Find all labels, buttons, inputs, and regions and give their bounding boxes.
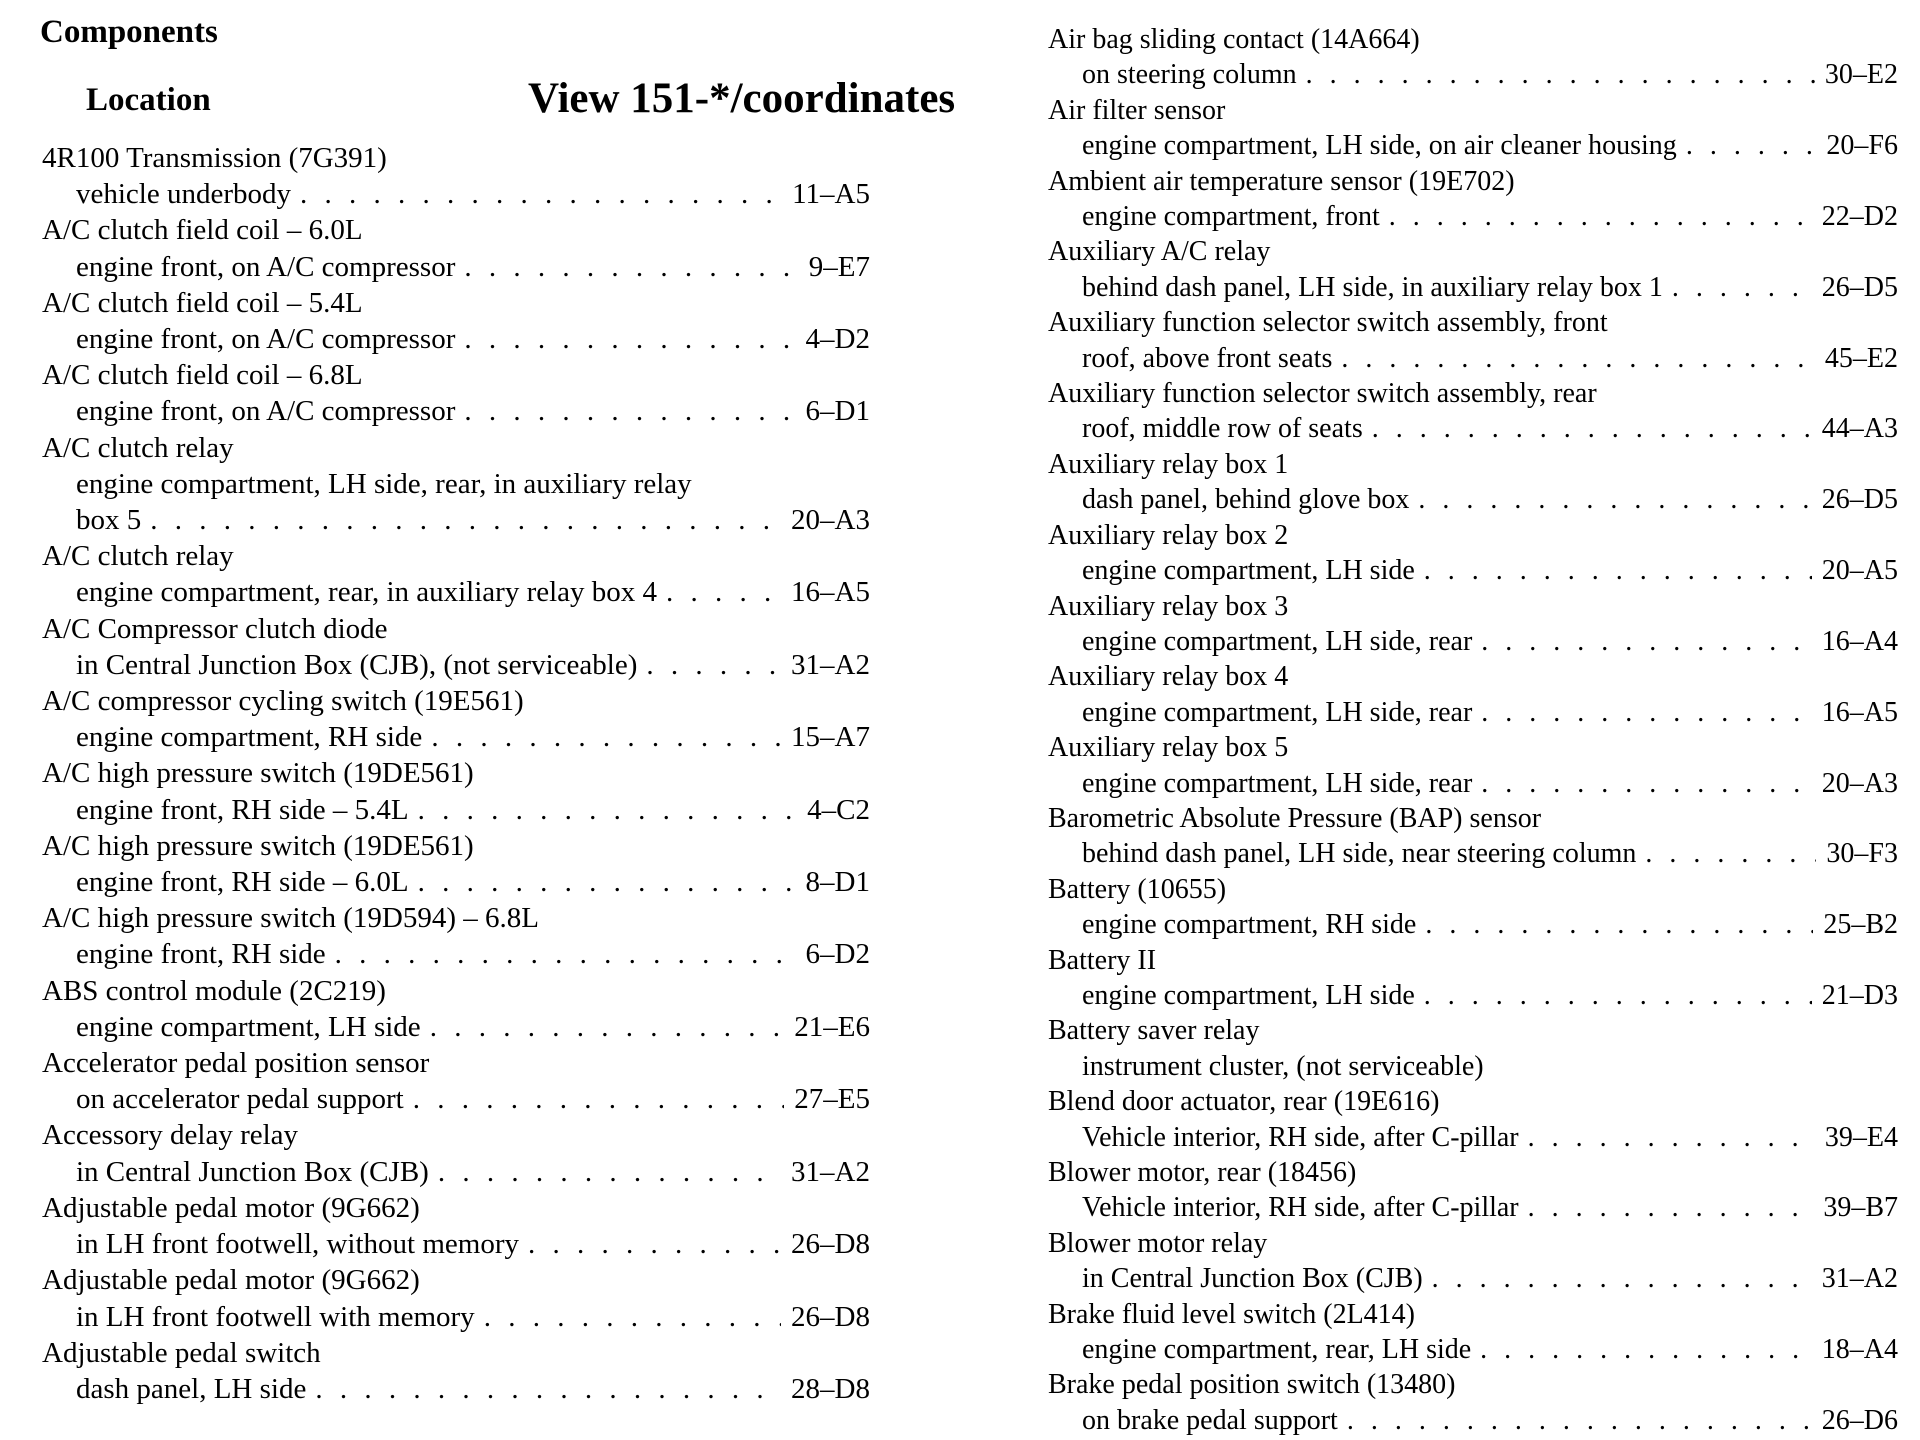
- location-line: [1048, 128, 1898, 163]
- leader-dots: [1424, 978, 1812, 1013]
- index-entry: [42, 1190, 870, 1262]
- location-line: [42, 466, 870, 502]
- index-entry: [1048, 589, 1898, 660]
- location-text: dash panel, LH side: [76, 1372, 307, 1405]
- component-name: Blend door actuator, rear (19E616): [1048, 1086, 1440, 1118]
- components-heading: Components: [40, 14, 218, 50]
- component-name: Adjustable pedal switch: [42, 1336, 321, 1369]
- component-name: Adjustable pedal motor (9G662): [42, 1191, 420, 1224]
- component-name: Battery saver relay: [1048, 1015, 1260, 1047]
- leader-dots: [430, 1009, 785, 1045]
- coordinate-ref: 18–A4: [1821, 1334, 1898, 1366]
- component-name: Auxiliary relay box 2: [1048, 519, 1289, 551]
- component-name: 4R100 Transmission (7G391): [42, 142, 387, 174]
- leader-dots: [1645, 836, 1816, 871]
- index-right-column: [1048, 22, 1898, 1438]
- coordinate-ref: 39–E4: [1824, 1121, 1898, 1153]
- component-name: Auxiliary A/C relay: [1048, 236, 1271, 268]
- coordinate-ref: 15–A7: [791, 721, 870, 754]
- location-line: [1048, 1261, 1898, 1296]
- leader-dots: [1418, 482, 1811, 517]
- leader-dots: [666, 574, 781, 610]
- location-text: engine front, on A/C compressor: [76, 395, 456, 428]
- index-entry: [42, 611, 870, 683]
- coordinate-ref: 16–A4: [1821, 625, 1898, 657]
- location-line: [1048, 553, 1898, 588]
- location-text: roof, above front seats: [1082, 342, 1333, 374]
- location-text: Vehicle interior, RH side, after C-pillar: [1082, 1121, 1519, 1153]
- coordinate-ref: 26–D5: [1821, 484, 1898, 516]
- location-text: engine front, on A/C compressor: [76, 250, 456, 283]
- coordinate-ref: 26–D8: [791, 1300, 870, 1333]
- leader-dots: [413, 1081, 785, 1117]
- location-text: engine front, on A/C compressor: [76, 323, 456, 356]
- index-entry: [1048, 1013, 1898, 1084]
- index-entry: [1048, 659, 1898, 730]
- location-text: Vehicle interior, RH side, after C-pillar: [1082, 1192, 1519, 1224]
- index-entry: [42, 430, 870, 539]
- index-entry: [1048, 376, 1898, 447]
- component-name: Auxiliary relay box 3: [1048, 590, 1289, 622]
- index-entry: [1048, 1367, 1898, 1438]
- location-text: engine compartment, rear, in auxiliary relay box 4: [76, 576, 658, 609]
- location-text: engine compartment, LH side: [76, 1010, 421, 1043]
- leader-dots: [1347, 1403, 1812, 1438]
- location-text: engine front, RH side – 6.0L: [76, 866, 409, 899]
- location-text: in LH front footwell, without memory: [76, 1228, 519, 1261]
- location-text: in Central Junction Box (CJB): [1082, 1263, 1423, 1295]
- leader-dots: [1686, 128, 1817, 163]
- coordinate-ref: 20–A3: [1821, 767, 1898, 799]
- location-line: [1048, 907, 1898, 942]
- leader-dots: [438, 1154, 781, 1190]
- leader-dots: [1528, 1190, 1814, 1225]
- coordinate-ref: 26–D8: [791, 1228, 870, 1261]
- location-line: [42, 792, 870, 828]
- coordinate-ref: 30–E2: [1824, 59, 1898, 91]
- location-line: [42, 1226, 870, 1262]
- location-line: [42, 1009, 870, 1045]
- coordinate-ref: 27–E5: [794, 1083, 870, 1116]
- location-line: [1048, 341, 1898, 376]
- component-name: A/C high pressure switch (19DE561): [42, 829, 474, 862]
- component-name: A/C clutch field coil – 6.0L: [42, 214, 363, 247]
- leader-dots: [646, 647, 781, 683]
- component-name: ABS control module (2C219): [42, 974, 386, 1007]
- coordinate-ref: 28–D8: [791, 1372, 870, 1405]
- index-entry: [1048, 447, 1898, 518]
- coordinate-ref: 21–D3: [1821, 979, 1898, 1011]
- location-text: behind dash panel, LH side, in auxiliary relay box 1: [1082, 271, 1663, 303]
- location-line: [42, 574, 870, 610]
- index-entry: [42, 900, 870, 972]
- coordinate-ref: 21–E6: [794, 1010, 870, 1043]
- coordinate-ref: 44–A3: [1821, 413, 1898, 445]
- component-name: Auxiliary relay box 1: [1048, 448, 1289, 480]
- location-text: engine compartment, LH side, rear, in auxiliary relay: [76, 467, 692, 500]
- index-entry: [1048, 1084, 1898, 1155]
- component-name: Accelerator pedal position sensor: [42, 1047, 430, 1080]
- component-name: Auxiliary relay box 4: [1048, 661, 1289, 693]
- leader-dots: [1341, 341, 1815, 376]
- leader-dots: [315, 1371, 781, 1407]
- index-entry: [42, 755, 870, 827]
- location-line: [42, 1299, 870, 1335]
- index-entry: [42, 683, 870, 755]
- component-name: Ambient air temperature sensor (19E702): [1048, 165, 1515, 197]
- index-entry: [1048, 93, 1898, 164]
- coordinate-ref: 20–F6: [1826, 130, 1898, 162]
- coordinate-ref: 16–A5: [791, 576, 870, 609]
- component-name: A/C compressor cycling switch (19E561): [42, 685, 524, 718]
- index-entry: [1048, 730, 1898, 801]
- coordinate-ref: 31–A2: [791, 648, 870, 681]
- coordinate-ref: 26–D6: [1821, 1404, 1898, 1436]
- location-heading: Location: [86, 82, 211, 118]
- location-line: [42, 719, 870, 755]
- location-text: engine compartment, LH side, rear: [1082, 767, 1473, 799]
- index-entry: [42, 828, 870, 900]
- leader-dots: [464, 321, 795, 357]
- index-entry: [42, 285, 870, 357]
- leader-dots: [464, 249, 798, 285]
- location-text: engine compartment, RH side: [1082, 909, 1417, 941]
- leader-dots: [464, 393, 795, 429]
- component-name: Auxiliary function selector switch assembly, rear: [1048, 378, 1597, 410]
- leader-dots: [1425, 907, 1813, 942]
- location-line: [42, 936, 870, 972]
- location-text: on steering column: [1082, 59, 1297, 91]
- location-text: engine compartment, LH side: [1082, 555, 1415, 587]
- coordinate-ref: 8–D1: [805, 866, 870, 899]
- index-entry: [42, 1117, 870, 1189]
- leader-dots: [1372, 411, 1812, 446]
- leader-dots: [1481, 766, 1811, 801]
- leader-dots: [484, 1299, 781, 1335]
- location-line: [42, 249, 870, 285]
- location-text: engine compartment, LH side, rear: [1082, 696, 1473, 728]
- index-entry: [1048, 518, 1898, 589]
- location-text: engine compartment, front: [1082, 201, 1380, 233]
- index-entry: [1048, 164, 1898, 235]
- leader-dots: [528, 1226, 781, 1262]
- coordinate-ref: 31–A2: [791, 1155, 870, 1188]
- component-name: Adjustable pedal motor (9G662): [42, 1264, 420, 1297]
- component-name: A/C clutch relay: [42, 431, 234, 464]
- coordinate-ref: 20–A3: [791, 504, 870, 537]
- coordinate-ref: 30–F3: [1826, 838, 1898, 870]
- component-name: Air filter sensor: [1048, 94, 1226, 126]
- location-text: vehicle underbody: [76, 178, 292, 211]
- location-line: [1048, 1332, 1898, 1367]
- location-line: [42, 176, 870, 212]
- coordinate-ref: 22–D2: [1821, 201, 1898, 233]
- index-entry: [1048, 872, 1898, 943]
- index-entry: [1048, 943, 1898, 1014]
- index-entry: [1048, 801, 1898, 872]
- index-entry: [42, 1335, 870, 1407]
- leader-dots: [1528, 1120, 1815, 1155]
- location-text: in LH front footwell with memory: [76, 1300, 475, 1333]
- component-name: Auxiliary function selector switch assembly, front: [1048, 307, 1608, 339]
- location-text: roof, middle row of seats: [1082, 413, 1363, 445]
- component-name: Brake fluid level switch (2L414): [1048, 1298, 1416, 1330]
- component-name: Blower motor, rear (18456): [1048, 1157, 1357, 1188]
- coordinate-ref: 6–D1: [805, 395, 870, 428]
- leader-dots: [1432, 1261, 1812, 1296]
- coordinate-ref: 6–D2: [805, 938, 870, 971]
- location-text: in Central Junction Box (CJB), (not serviceable): [76, 648, 638, 681]
- location-line: [1048, 624, 1898, 659]
- location-line: [1048, 695, 1898, 730]
- location-line: [1048, 57, 1898, 92]
- leader-dots: [335, 936, 796, 972]
- coordinate-ref: 11–A5: [792, 178, 870, 211]
- coordinate-ref: 45–E2: [1824, 342, 1898, 374]
- index-entry: [42, 538, 870, 610]
- leader-dots: [1389, 199, 1812, 234]
- coordinate-ref: 25–B2: [1823, 909, 1898, 941]
- component-name: Brake pedal position switch (13480): [1048, 1369, 1456, 1401]
- location-text: engine compartment, rear, LH side: [1082, 1334, 1472, 1366]
- location-text: box 5: [76, 504, 142, 537]
- location-line: [42, 864, 870, 900]
- index-entry: [1048, 22, 1898, 93]
- coordinate-ref: 9–E7: [808, 250, 870, 283]
- location-text: instrument cluster, (not serviceable): [1082, 1050, 1484, 1082]
- component-name: Barometric Absolute Pressure (BAP) sensor: [1048, 802, 1542, 834]
- location-text: dash panel, behind glove box: [1082, 484, 1410, 516]
- location-text: engine compartment, LH side, on air cleaner housing: [1082, 130, 1677, 162]
- component-name: Air bag sliding contact (14A664): [1048, 24, 1420, 55]
- location-text: behind dash panel, LH side, near steering column: [1082, 838, 1637, 870]
- index-entry: [42, 212, 870, 284]
- coordinate-ref: 31–A2: [1821, 1263, 1898, 1295]
- location-line: [42, 502, 870, 538]
- coordinate-ref: 16–A5: [1821, 696, 1898, 728]
- index-entry: [42, 357, 870, 429]
- location-line: [42, 1154, 870, 1190]
- leader-dots: [1481, 624, 1811, 659]
- index-entry: [1048, 1297, 1898, 1368]
- coordinate-ref: 39–B7: [1823, 1192, 1898, 1224]
- location-line: [42, 1081, 870, 1117]
- location-text: in Central Junction Box (CJB): [76, 1155, 429, 1188]
- leader-dots: [418, 792, 798, 828]
- location-line: [1048, 411, 1898, 446]
- leader-dots: [1306, 57, 1815, 92]
- component-name: Blower motor relay: [1048, 1227, 1268, 1259]
- location-line: [1048, 482, 1898, 517]
- component-name: A/C high pressure switch (19D594) – 6.8L: [42, 902, 539, 935]
- location-text: engine compartment, RH side: [76, 721, 423, 754]
- location-line: [1048, 270, 1898, 305]
- component-name: Accessory delay relay: [42, 1119, 299, 1152]
- location-line: [42, 321, 870, 357]
- component-name: Battery (10655): [1048, 873, 1227, 905]
- location-line: [1048, 199, 1898, 234]
- location-line: [1048, 1190, 1898, 1225]
- coordinate-ref: 4–C2: [807, 793, 870, 826]
- index-left-column: [42, 140, 870, 1407]
- location-line: [1048, 978, 1898, 1013]
- location-text: engine front, RH side: [76, 938, 326, 971]
- index-entry: [1048, 1226, 1898, 1297]
- leader-dots: [1672, 270, 1812, 305]
- component-name: A/C high pressure switch (19DE561): [42, 757, 474, 790]
- location-line: [1048, 1049, 1898, 1084]
- index-entry: [1048, 1155, 1898, 1226]
- location-line: [42, 1371, 870, 1407]
- location-text: on accelerator pedal support: [76, 1083, 404, 1116]
- index-entry: [1048, 305, 1898, 376]
- leader-dots: [300, 176, 782, 212]
- location-line: [1048, 836, 1898, 871]
- location-text: on brake pedal support: [1082, 1404, 1338, 1436]
- leader-dots: [431, 719, 781, 755]
- component-name: Battery II: [1048, 944, 1157, 976]
- leader-dots: [418, 864, 796, 900]
- location-line: [1048, 1403, 1898, 1438]
- location-text: engine front, RH side – 5.4L: [76, 793, 409, 826]
- location-line: [1048, 766, 1898, 801]
- leader-dots: [1480, 1332, 1812, 1367]
- coordinate-ref: 4–D2: [805, 323, 870, 356]
- location-line: [1048, 1120, 1898, 1155]
- index-entry: [42, 973, 870, 1045]
- coordinate-ref: 20–A5: [1821, 555, 1898, 587]
- component-name: A/C clutch field coil – 5.4L: [42, 286, 363, 319]
- index-entry: [42, 1262, 870, 1334]
- component-name: Auxiliary relay box 5: [1048, 732, 1289, 764]
- component-name: A/C clutch field coil – 6.8L: [42, 359, 363, 392]
- location-line: [42, 393, 870, 429]
- index-entry: [1048, 234, 1898, 305]
- index-entry: [42, 140, 870, 212]
- location-line: [42, 647, 870, 683]
- location-text: engine compartment, LH side: [1082, 979, 1415, 1011]
- leader-dots: [1424, 553, 1812, 588]
- leader-dots: [150, 502, 781, 538]
- view-coordinates-heading: View 151-*/coordinates: [528, 75, 956, 122]
- component-name: A/C Compressor clutch diode: [42, 612, 388, 645]
- component-name: A/C clutch relay: [42, 540, 234, 573]
- index-entry: [42, 1045, 870, 1117]
- location-text: engine compartment, LH side, rear: [1082, 625, 1473, 657]
- leader-dots: [1481, 695, 1811, 730]
- coordinate-ref: 26–D5: [1821, 271, 1898, 303]
